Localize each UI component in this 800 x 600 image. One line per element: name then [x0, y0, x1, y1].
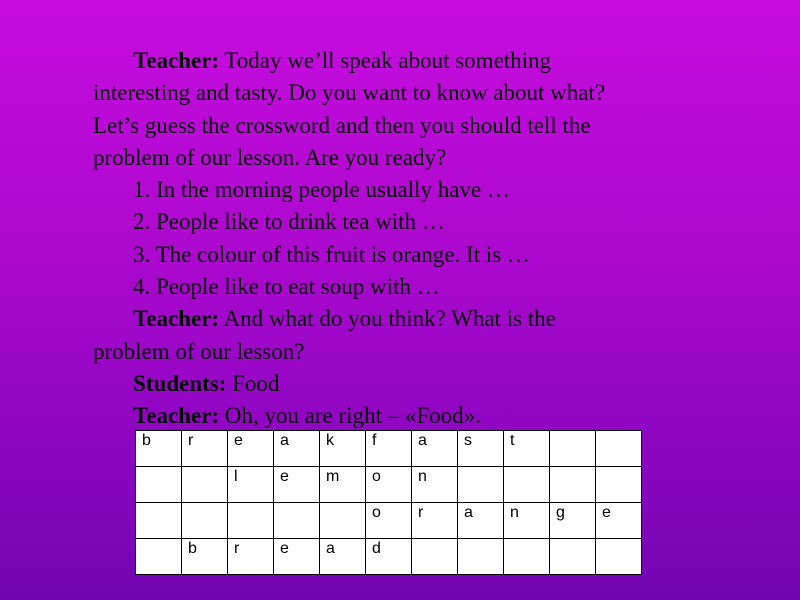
crossword-cell: a — [274, 431, 320, 467]
crossword-cell: l — [228, 467, 274, 503]
crossword-cell: b — [136, 431, 182, 467]
dialogue-text: 4. People like to eat soup with … — [133, 274, 440, 300]
crossword-cell: d — [366, 539, 412, 575]
crossword-cell: f — [366, 431, 412, 467]
crossword-cell — [550, 539, 596, 575]
dialogue-text: problem of our lesson? — [93, 338, 305, 364]
dialogue-text: 3. The colour of this fruit is orange. It is … — [133, 241, 530, 267]
crossword-cell — [136, 467, 182, 503]
crossword-cell: e — [274, 539, 320, 575]
dialogue-line — [93, 110, 793, 142]
crossword-cell — [550, 431, 596, 467]
crossword-cell — [596, 467, 642, 503]
crossword-cell — [550, 467, 596, 503]
crossword-cell: r — [228, 539, 274, 575]
crossword-cell: n — [504, 503, 550, 539]
crossword-grid — [135, 430, 642, 575]
crossword-cell: r — [182, 431, 228, 467]
dialogue-line — [93, 303, 793, 335]
crossword-cell: m — [320, 467, 366, 503]
crossword-cell — [596, 431, 642, 467]
dialogue-text: interesting and tasty. Do you want to know about what? — [93, 80, 606, 106]
crossword-cell: n — [412, 467, 458, 503]
dialogue-line — [93, 174, 793, 206]
crossword-cell — [228, 503, 274, 539]
crossword-cell — [274, 503, 320, 539]
crossword-cell: o — [366, 467, 412, 503]
dialogue-line — [93, 271, 793, 303]
crossword-cell — [182, 467, 228, 503]
dialogue-text: problem of our lesson. Are you ready? — [93, 144, 447, 170]
crossword-cell: r — [412, 503, 458, 539]
crossword-cell — [458, 467, 504, 503]
speaker-label: Teacher: — [133, 403, 220, 429]
crossword-cell — [320, 503, 366, 539]
crossword-row — [136, 431, 642, 467]
dialogue-text: Today we’ll speak about something — [219, 48, 552, 73]
speaker-label: Teacher: — [133, 48, 220, 73]
crossword-row — [136, 503, 642, 539]
crossword-cell: a — [412, 431, 458, 467]
crossword-cell: e — [274, 467, 320, 503]
dialogue-line — [93, 336, 793, 368]
crossword-cell — [412, 539, 458, 575]
crossword-cell: t — [504, 431, 550, 467]
speaker-label: Teacher: — [133, 306, 220, 332]
crossword-cell: a — [320, 539, 366, 575]
lesson-dialogue — [93, 45, 793, 433]
crossword-cell: a — [458, 503, 504, 539]
dialogue-text: 1. In the morning people usually have … — [133, 177, 510, 203]
crossword-row — [136, 467, 642, 503]
dialogue-line — [93, 77, 793, 109]
crossword-cell — [182, 503, 228, 539]
crossword-cell: o — [366, 503, 412, 539]
crossword-cell — [504, 539, 550, 575]
dialogue-line — [93, 45, 793, 77]
crossword-cell: e — [228, 431, 274, 467]
crossword-cell: b — [182, 539, 228, 575]
crossword-cell — [596, 539, 642, 575]
crossword-cell — [504, 467, 550, 503]
dialogue-line — [93, 400, 793, 432]
dialogue-text: And what do you think? What is the — [219, 306, 556, 332]
dialogue-line — [93, 239, 793, 271]
dialogue-line — [93, 368, 793, 400]
dialogue-text: Oh, you are right – «Food». — [219, 403, 481, 429]
crossword-cell — [136, 539, 182, 575]
dialogue-text: 2. People like to drink tea with … — [133, 209, 445, 235]
crossword-cell: s — [458, 431, 504, 467]
crossword-cell — [458, 539, 504, 575]
speaker-label: Students: — [133, 370, 227, 396]
crossword-cell: g — [550, 503, 596, 539]
crossword-row — [136, 539, 642, 575]
dialogue-text: Let’s guess the crossword and then you should tell the — [93, 112, 591, 138]
crossword-cell: e — [596, 503, 642, 539]
crossword-cell: k — [320, 431, 366, 467]
dialogue-line — [93, 142, 793, 174]
dialogue-line — [93, 206, 793, 238]
crossword-cell — [136, 503, 182, 539]
dialogue-text: Food — [226, 370, 280, 396]
